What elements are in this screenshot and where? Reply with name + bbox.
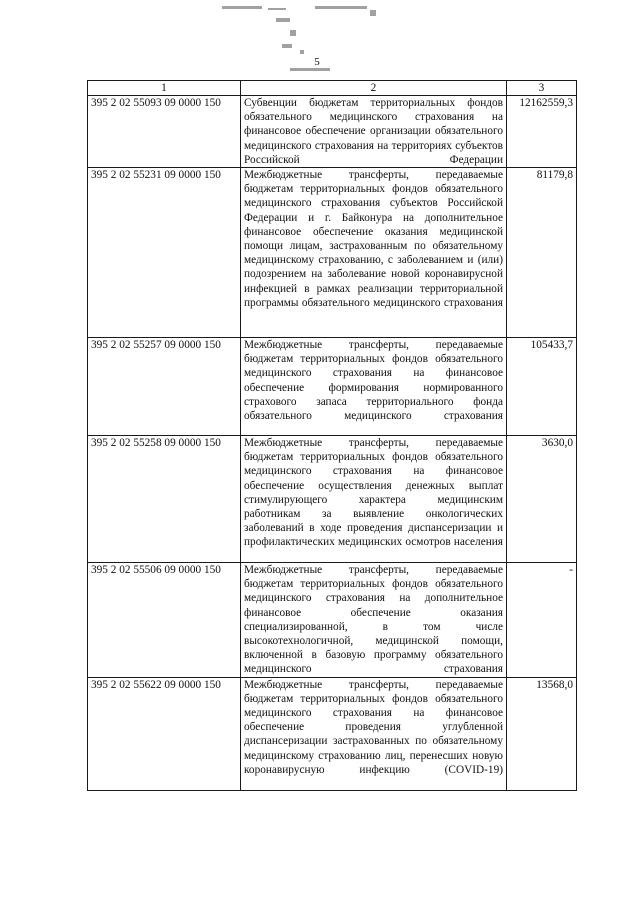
row-code: 395 2 02 55506 09 0000 150	[88, 563, 241, 678]
row-amount: 13568,0	[507, 677, 577, 790]
table-header-row	[88, 81, 577, 96]
row-code: 395 2 02 55257 09 0000 150	[88, 338, 241, 436]
row-code: 395 2 02 55622 09 0000 150	[88, 677, 241, 790]
page-number: 5	[314, 56, 320, 68]
row-code: 395 2 02 55231 09 0000 150	[88, 168, 241, 338]
table-row	[88, 563, 577, 678]
row-description: Межбюджетные трансферты, передаваемые бюджетам территориальных фондов обязательного медицинского страхования на финансовое обеспечение осуществления денежных выплат стимулирующего характера медицинским работникам за выявление онкологических заболеваний в ходе проведения диспансеризации и профилактических медицинских осмотров населения	[241, 436, 507, 563]
budget-table	[87, 80, 577, 791]
row-code: 395 2 02 55093 09 0000 150	[88, 96, 241, 168]
table-row	[88, 338, 577, 436]
row-amount: 3630,0	[507, 436, 577, 563]
row-description: Межбюджетные трансферты, передаваемые бюджетам территориальных фондов обязательного медицинского страхования на финансовое обеспечение проведения углубленной диспансеризации застрахованных по обязательному медицинскому страхованию лиц, перенесших новую коронавирусную инфекцию (COVID-19)	[241, 677, 507, 790]
row-code: 395 2 02 55258 09 0000 150	[88, 436, 241, 563]
column-header: 3	[507, 81, 577, 96]
row-description: Субвенции бюджетам территориальных фондов обязательного медицинского страхования на финансовое обеспечение организации обязательного медицинского страхования на территориях субъектов Российской Федерации	[241, 96, 507, 168]
row-amount: 105433,7	[507, 338, 577, 436]
row-amount: -	[507, 563, 577, 678]
table-row	[88, 96, 577, 168]
column-header: 2	[241, 81, 507, 96]
table-row	[88, 168, 577, 338]
row-description: Межбюджетные трансферты, передаваемые бюджетам территориальных фондов обязательного медицинского страхования на финансовое обеспечение формирования нормированного страхового запаса территориального фонда обязательного медицинского страхования	[241, 338, 507, 436]
table-row	[88, 436, 577, 563]
row-amount: 12162559,3	[507, 96, 577, 168]
row-amount: 81179,8	[507, 168, 577, 338]
row-description: Межбюджетные трансферты, передаваемые бюджетам территориальных фондов обязательного медицинского страхования на дополнительное финансовое обеспечение оказания специализированной, в том числе высокотехнологичной, медицинской помощи, включенной в базовую программу обязательного медицинского страхования	[241, 563, 507, 678]
row-description: Межбюджетные трансферты, передаваемые бюджетам территориальных фондов обязательного медицинского страхования субъектов Российской Федерации и г. Байконура на дополнительное финансовое обеспечение оказания медицинской помощи лицам, застрахованным по обязательному медицинскому страхованию, с заболеванием и (или) подозрением на заболевание новой коронавирусной инфекцией в рамках реализации территориальной программы обязательного медицинского страхования	[241, 168, 507, 338]
column-header: 1	[88, 81, 241, 96]
table-row	[88, 677, 577, 790]
